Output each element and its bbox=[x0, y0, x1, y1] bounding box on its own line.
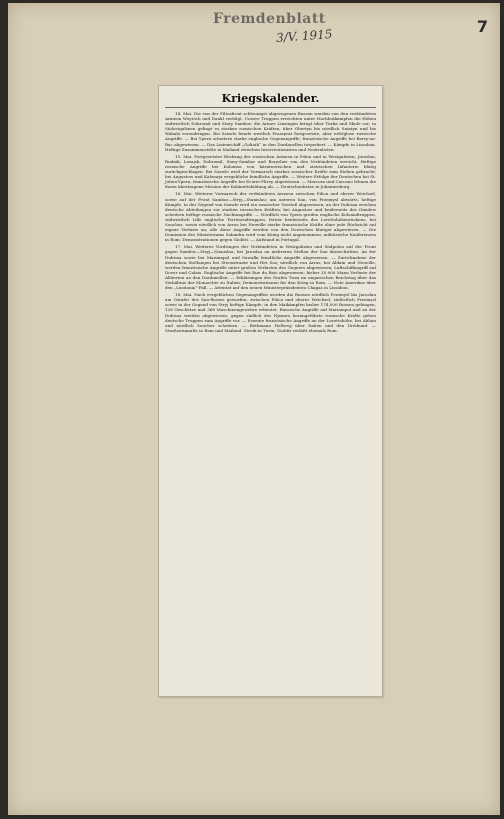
newspaper-clipping bbox=[158, 85, 383, 697]
page-number: 7 bbox=[476, 17, 488, 36]
newspaper-header: Fremdenblatt bbox=[213, 11, 326, 27]
archive-sheet bbox=[8, 3, 500, 815]
entry-may-15: 15. Mai. Fortgesetzter Rückzug der russischen Armeen in Polen und in Westgalizien; Jaroslau, Rudnik, Lezajsk, Dobromil, Stary-Sambor und Boryslaw von den Verbündeten erreicht. Heftige russische Angriffe bei Kolomea von kärntnerischen und steirischen Infanterie blutig zurückgeschlagen. Bei Szawle wird der Vormarsch starker russischer Kräfte zum Stehen gebracht; bei Augustow und Kalwarja vergebliche feindliche Angriffe. — Weitere Erfolge der Deutschen bei St. Julien-Ypern; französische Angriffe bei Ecurie-Flirey abgewiesen. — Marcora und Carcano lehnen die ihnen übertragene Mission der Kabinettsbildung ab. — Deutschenhetze in Johannesburg. bbox=[165, 153, 376, 190]
entry-may-16: 16. Mai. Weiterer Vormarsch der verbündeten Armeen zwischen Pilica und oberer Weichsel, sowie auf der Front Sambor—Stryj—Stanislau; am unteren San, von Przemysl abwärts, heftige Kämpfe. In der Gegend von Szawle wird ein russischer Vorstoß abgewiesen; an der Dubissa weichen deutsche Abteilungen vor starken russischen Kräften; bei Augustow und beiderseits des Omulew scheitern heftige russische Nachtangriffe. — Nördlich von Ypern greifen englische Kolonialtruppen, südwestlich Lille englische Territorialtruppen, ferner beiderseits des Lorettohöhenrückens, bei Souchez, sowie nördlich von Arras bei Neuville starke französische Kräfte ohne jede Rücksicht auf eigene Verluste an; alle diese Angriffe werden von den Deutschen blutigst abgewiesen. — Die Demission des Ministeriums Salandra wird vom König nicht angenommen; militärische Konferenzen in Rom; Demonstrationen gegen Giolitti. — Aufstand in Portugal. bbox=[165, 191, 376, 243]
handwritten-date: 3/V. 1915 bbox=[275, 27, 333, 45]
entry-may-18: 18. Mai. Nach vergeblichen Gegenangriffen werden die Russen nördlich Przemysl bis Jaroslau am Ostufer des San-flusses geworfen; zwischen Pilica und oberer Weichsel, südöstlich Przemysl sowie in der Gegend von Stryj heftige Kämpfe; in den Maikämpfen bisher 174.000 Russen gefangen, 128 Geschütze und 368 Maschinengewehre erbeutet. Russische Angriffe auf Mariampol und an der Dubissa werden abgewiesen; gegen südlich des Njemen herangeführte russische Kräfte gehen deutsche Truppen zum Angriffe vor. — Erneute französische Angriffe an der Lorettohöhe, bei Ablain und nördlich Souchez scheitern. — Bethmann Hollweg über Italien und den Dreibund. — Straßentumulte in Rom und Mailand. Streik in Turin; Giolitti verläßt ehemals Rom. bbox=[165, 292, 376, 333]
clipping-title: Kriegskalender. bbox=[165, 92, 376, 108]
entry-may-14: 14. Mai. Die von der Pilicafront schleunigst abgezogenen Russen werden von den verbündeten Armeen Woyrsch und Dankl verfolgt. Unsere Truppen erreichten unter Nachhutkämpfen die Höhen südwestlich Dobromil und Stary Sambor; die Armee Linsingen bringt über Turka und Skole vor; in Südostgalizien gelingt es starken russischen Kräften, über Obertyn bis nördlich Sniatyn und bis Wahala vorzudringen. Bei Szawle feinde westlich Praszyniż fortgesetzte, aber erfolglose russische Angriffe. — Bei Ypern scheitern starke englische Gegenangriffe; französische Angriffe bei Berry-au-Bac abgewiesen. — Das Linienschiff „Goliath“ in den Dardanellen torpediert. — Kämpfe in Lissabon. Heftige Zusammenstöße in Mailand zwischen Interventionisten und Neutralisten. bbox=[165, 111, 376, 152]
entry-may-17: 17. Mai. Weiteres Vordringen der Verbündeten in Westgalizien und Südpolen auf der Front gegen Sambor—Stryj—Stanislau; bei Jaroslau an mehreren Stellen der San überschritten. An der Dubissa sowie bei Mariampol und Suwalki feindliche Angriffe abgewiesen. — Zurücknahme der deutschen Stellungen bei Steenstraate und Het Sas; nördlich von Arras, bei Ablain und Neuville, werden französische Angriffe unter großen Verlusten des Gegners abgewiesen; Luftschiffangriff auf Dover und Calais. Englische Angriffe bei Rue du Bois abgewiesen; bisher 35.000 Mann Verluste der Alliierten an den Dardanellen. — Erklärungen des Grafen Tisza im ungarischen Reichstag über das Verhältnis der Monarchie zu Italien; Demonstrationen für den Krieg in Rom. — Note Amerikas über den „Lusitania“-Fall. — Attentat auf den neuen Ministerpräsidenten Chagas in Lissabon. bbox=[165, 244, 376, 291]
